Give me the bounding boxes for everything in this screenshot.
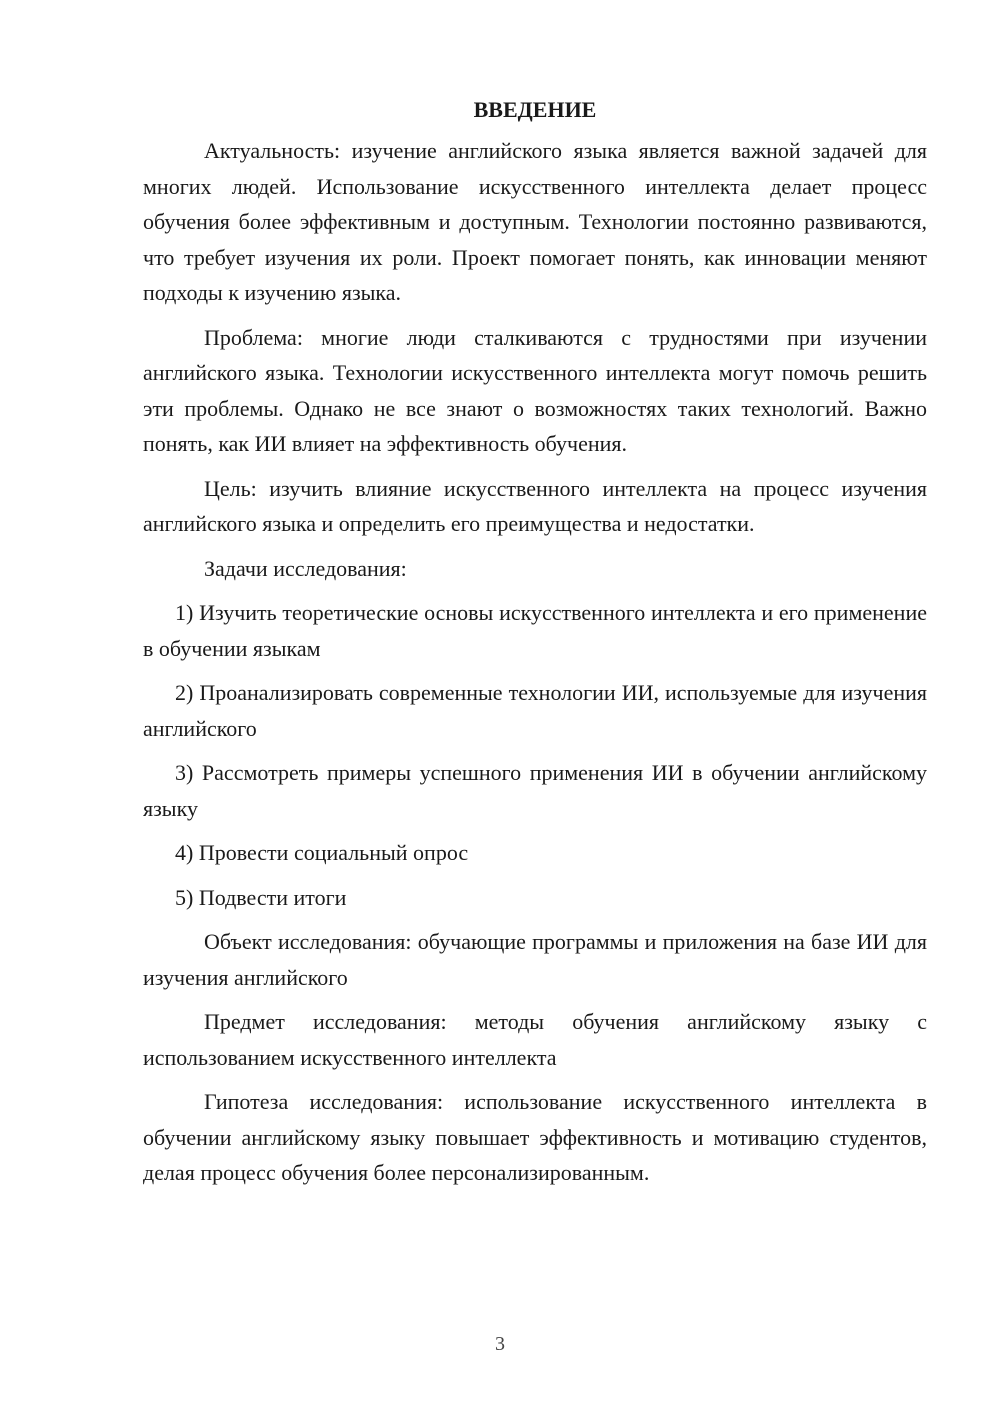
hypothesis-paragraph: Гипотеза исследования: использование искусственного интеллекта в обучении английскому языку повышает эффективность и мотивацию студентов, делая процесс обучения более персонализированным. xyxy=(143,1089,927,1185)
list-item: 1) Изучить теоретические основы искусственного интеллекта и его применение в обучении языкам xyxy=(143,600,927,661)
list-item: 4) Провести социальный опрос xyxy=(175,840,469,865)
section-title: ВВЕДЕНИЕ xyxy=(473,97,597,122)
document-page xyxy=(143,95,927,1200)
list-item: 5) Подвести итоги xyxy=(175,884,347,910)
list-item: 2) Проанализировать современные технологии ИИ, используемые для изучения английского xyxy=(143,680,927,741)
goal-paragraph: Цель: изучить влияние искусственного интеллекта на процесс изучения английского языка и определить его преимущества и недостатки. xyxy=(143,475,927,536)
subject-paragraph: Предмет исследования: методы обучения английскому языку с использованием искусственного интеллекта xyxy=(143,1009,927,1070)
page-number: 3 xyxy=(495,1333,505,1355)
object-paragraph: Объект исследования: обучающие программы и приложения на базе ИИ для изучения английского xyxy=(143,929,927,990)
tasks-list xyxy=(143,595,927,915)
relevance-paragraph: Актуальность: изучение английского языка является важной задачей для многих людей. Использование искусственного интеллекта делает процесс обучения более эффективным и доступным. Технологии постоянно развиваются, что требует изучения их роли. Проект помогает понять, как инновации меняют подходы к изучению языка. xyxy=(143,138,927,305)
tasks-heading: Задачи исследования: xyxy=(204,555,407,581)
problem-paragraph: Проблема: многие люди сталкиваются с трудностями при изучении английского языка. Технологии искусственного интеллекта могут помочь решить эти проблемы. Однако не все знают о возможностях таких технологий. Важно понять, как ИИ влияет на эффективность обучения. xyxy=(143,324,927,456)
list-item: 3) Рассмотреть примеры успешного применения ИИ в обучении английскому языку xyxy=(143,760,927,821)
